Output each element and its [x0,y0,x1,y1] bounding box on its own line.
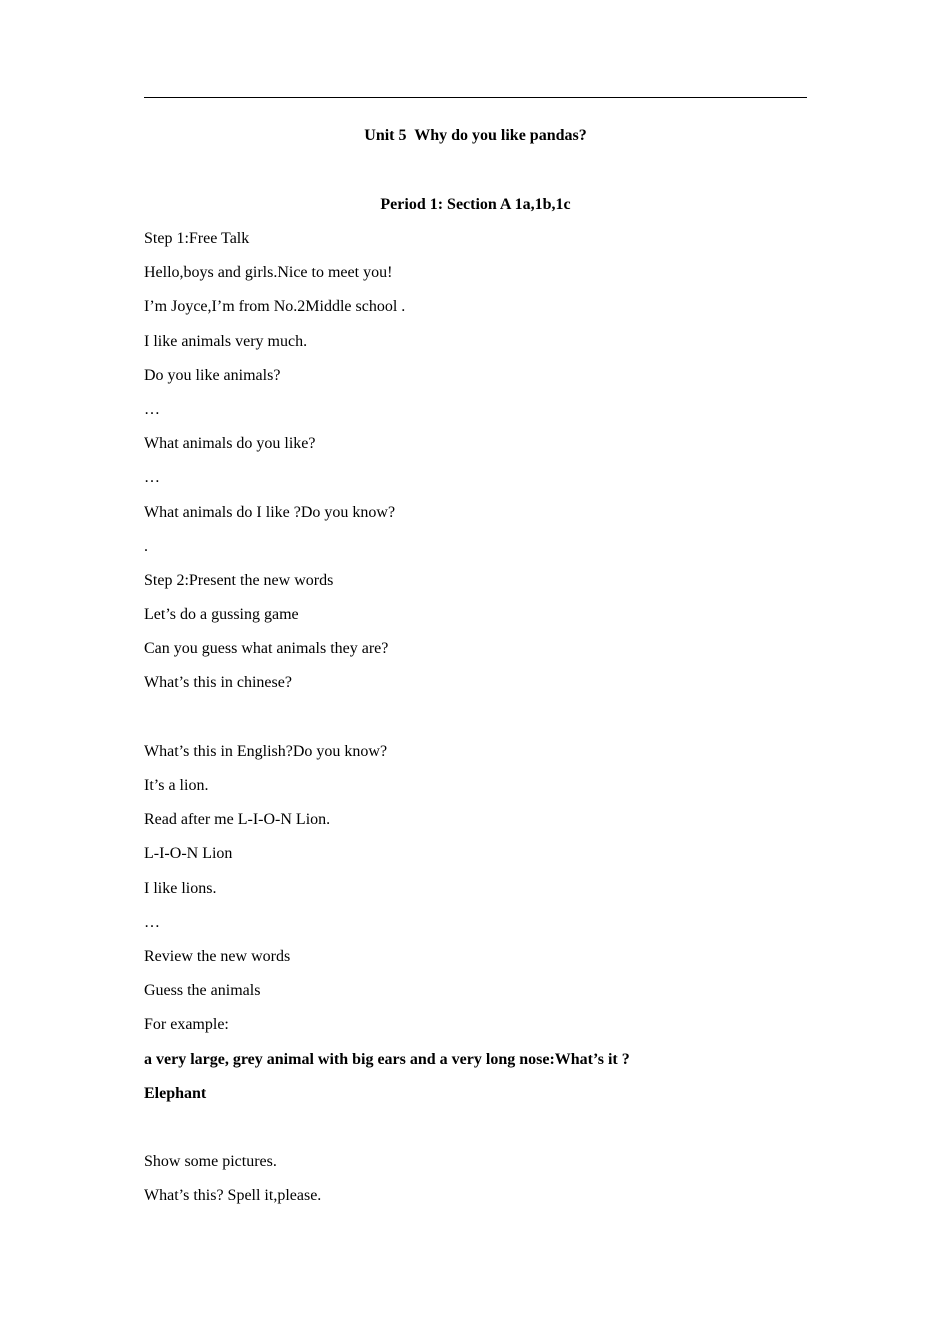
body-line: It’s a lion. [144,777,209,794]
body-line: Elephant [144,1084,207,1102]
body-line: What animals do I like ?Do you know? [144,503,396,521]
body-line: a very large, grey animal with big ears and a very long nose:What’s it ? [144,1050,630,1068]
body-line: Review the new words [144,947,291,965]
body-line: L-I-O-N Lion [144,845,233,863]
body-text [144,229,807,1220]
body-line: I like lions. [144,879,217,897]
header-rule [144,97,807,98]
body-line: What’s this? Spell it,please. [144,1187,322,1205]
body-line: … [144,469,160,487]
body-line: Step 2:Present the new words [144,571,334,589]
document-title: Unit 5 Why do you like pandas? [364,127,587,144]
body-line: What’s this in English?Do you know? [144,742,388,760]
body-line: For example: [144,1016,229,1034]
body-line: Do you like animals? [144,366,281,384]
body-line: Let’s do a gussing game [144,606,299,624]
body-line: Step 1:Free Talk [144,230,250,247]
body-line: . [144,537,148,555]
section-heading: Period 1: Section A 1a,1b,1c [380,196,571,213]
body-line: Show some pictures. [144,1153,277,1171]
body-line: … [144,400,160,418]
blank-line [144,1118,807,1152]
body-line: Hello,boys and girls.Nice to meet you! [144,264,393,282]
body-line: What’s this in chinese? [144,674,292,692]
body-line: … [144,913,160,931]
body-line: I like animals very much. [144,332,308,350]
body-line: Can you guess what animals they are? [144,640,389,658]
blank-line [144,708,807,742]
body-line: Read after me L-I-O-N Lion. [144,811,331,829]
body-line: What animals do you like? [144,435,316,453]
body-line: Guess the animals [144,982,261,1000]
body-line: I’m Joyce,I’m from No.2Middle school . [144,298,406,316]
